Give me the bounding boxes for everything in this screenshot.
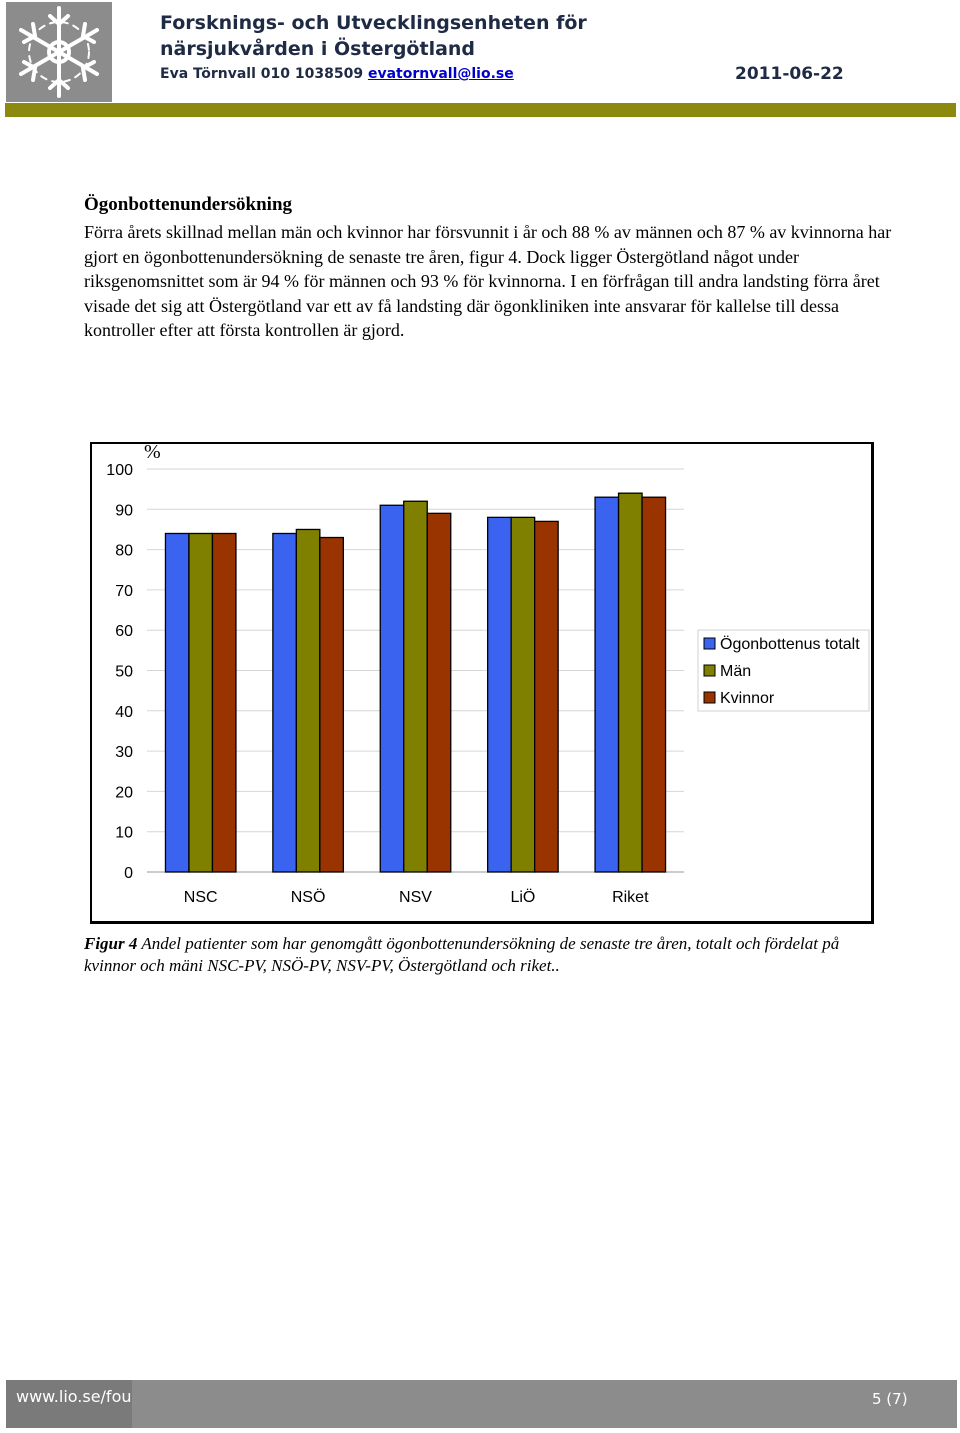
x-tick-label: NSÖ	[290, 889, 326, 906]
footer-bar	[6, 1380, 957, 1428]
bar	[189, 533, 213, 872]
bar	[404, 501, 428, 872]
bar	[535, 521, 559, 872]
figure-caption	[84, 933, 884, 977]
bar	[642, 497, 666, 872]
bar	[212, 533, 236, 872]
bar	[511, 517, 535, 872]
section-heading: Ögonbottenundersökning	[84, 194, 293, 215]
legend-swatch	[704, 665, 715, 676]
bar	[427, 513, 451, 872]
x-tick-label: NSC	[183, 889, 218, 906]
x-tick-label: Riket	[612, 889, 649, 906]
page-number: 5 (7)	[872, 1390, 908, 1408]
legend-label: Män	[720, 663, 752, 680]
y-tick-label: 50	[115, 663, 133, 681]
bar	[296, 529, 320, 872]
y-tick-label: 70	[115, 582, 133, 600]
y-tick-label: 40	[115, 703, 133, 721]
y-tick-label: 30	[115, 744, 133, 762]
x-tick-label: LiÖ	[510, 889, 536, 906]
y-tick-label: 100	[106, 462, 133, 479]
y-tick-label: 20	[115, 784, 133, 802]
y-tick-label: 0	[124, 865, 133, 882]
x-tick-label: NSV	[399, 889, 432, 906]
y-tick-label: 10	[115, 824, 133, 842]
bar	[488, 517, 512, 872]
legend-swatch	[704, 692, 715, 703]
bar	[273, 533, 297, 872]
organization-name-line2: närsjukvården i Östergötland	[160, 38, 476, 60]
y-axis-label: %	[144, 441, 161, 463]
bar	[320, 538, 344, 872]
legend-label: Ögonbottenus totalt	[720, 636, 860, 653]
email-link[interactable]: evatornvall@lio.se	[367, 66, 514, 82]
body-paragraph: Förra årets skillnad mellan män och kvinnor har försvunnit i år och 88 % av männen och 87 % av kvinnorna har gjort en ögonbottenundersökning de senaste tre åren, figur 4. Dock ligger Östergötland något under riksgenomsnittet som är 94 % för männen och 93 % för kvinnorna. I en förfrågan till andra landsting förra året visade det sig att Östergötland var ett av få landsting där ögonkliniken inte ansvarar för kallelse till dessa kontroller efter att första kontrollen är gjord.	[84, 222, 892, 340]
organization-name-line1: Forsknings- och Utvecklingsenheten för	[160, 12, 587, 34]
bar	[165, 533, 189, 872]
legend-swatch	[704, 638, 715, 649]
bar	[595, 497, 619, 872]
y-tick-label: 60	[115, 623, 133, 641]
footer-url[interactable]: www.lio.se/fou	[16, 1387, 132, 1406]
document-date: 2011-06-22	[735, 64, 844, 84]
bar	[619, 493, 643, 872]
contact-name-phone: Eva Törnvall 010 1038509	[160, 66, 364, 82]
bar	[380, 505, 404, 872]
y-tick-label: 80	[115, 542, 133, 560]
legend-label: Kvinnor	[720, 690, 775, 707]
figure-caption-text: Andel patienter som har genomgått ögonbottenundersökning de senaste tre åren, totalt och fördelat på kvinnor och mäni NSC-PV, NSÖ-PV, NSV-PV, Östergötland och riket..	[84, 934, 840, 975]
y-tick-label: 90	[115, 502, 133, 520]
figure-caption-label: Figur 4	[84, 934, 138, 953]
